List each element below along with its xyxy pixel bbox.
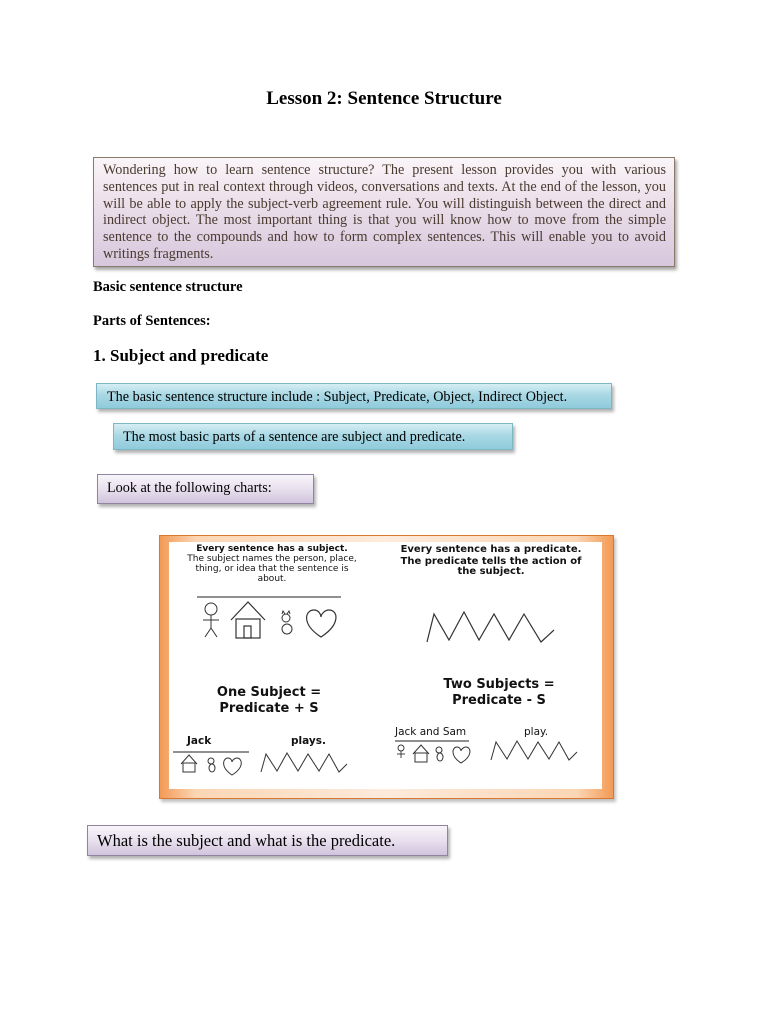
look-at-charts-box: Look at the following charts: [97,474,314,504]
basic-structure-box: The basic sentence structure include : Subject, Predicate, Object, Indirect Object. [96,383,612,409]
right-caption-1: Every sentence has a predicate. [400,544,582,555]
heading-subject-predicate: 1. Subject and predicate [93,346,269,365]
right-formula-2: Predicate - S [452,693,546,708]
bottom-left-zigzag [261,753,347,772]
small-heart-icon-2 [453,747,470,763]
right-caption-2: The predicate tells the action of the subject. [400,556,582,577]
subject-predicate-chart [159,535,614,799]
heading-basic-structure: Basic sentence structure [93,279,243,295]
chart-drawings [169,542,602,789]
house-icon [231,602,265,638]
right-formula-1: Two Subjects = [443,677,555,692]
predicate-zigzag [427,612,554,642]
question-box: What is the subject and what is the predicate. [87,825,448,856]
intro-box: Wondering how to learn sentence structure? The present lesson provides you with various sentences put in real context through videos, conversations and texts. At the end of the lesson, you will be able to apply the subject-verb agreement rule. You will distinguish between the direct and indirect object. The most important thing is that you will know how to move from the simple sentence to the compounds and how to form complex sentences. This will enable you to avoid writings fragments. [93,157,675,267]
chart-canvas [169,542,602,789]
small-heart-icon [224,758,242,775]
small-cat-icon [208,758,215,772]
left-predicate-label: plays. [291,735,326,747]
small-stick-figure-icon [397,745,405,758]
cat-icon [282,611,292,634]
small-house-icon-2 [413,745,429,762]
page-title: Lesson 2: Sentence Structure [266,88,502,109]
basic-parts-box: The most basic parts of a sentence are subject and predicate. [113,423,513,450]
left-subject-label: Jack [187,735,212,747]
stick-figure-icon [203,603,219,637]
right-predicate-label: play. [524,726,549,738]
left-caption-1: Every sentence has a subject. [196,544,348,554]
small-house-icon [181,755,197,772]
left-formula-2: Predicate + S [219,701,319,716]
bottom-right-zigzag [491,741,577,760]
heading-parts-of-sentences: Parts of Sentences: [93,313,211,329]
left-caption-2: The subject names the person, place, thing, or idea that the sentence is about. [187,554,357,584]
heart-icon [307,610,336,637]
right-subject-label: Jack and Sam [395,726,467,738]
small-cat-icon-2 [436,747,443,761]
left-formula-1: One Subject = [216,685,322,700]
